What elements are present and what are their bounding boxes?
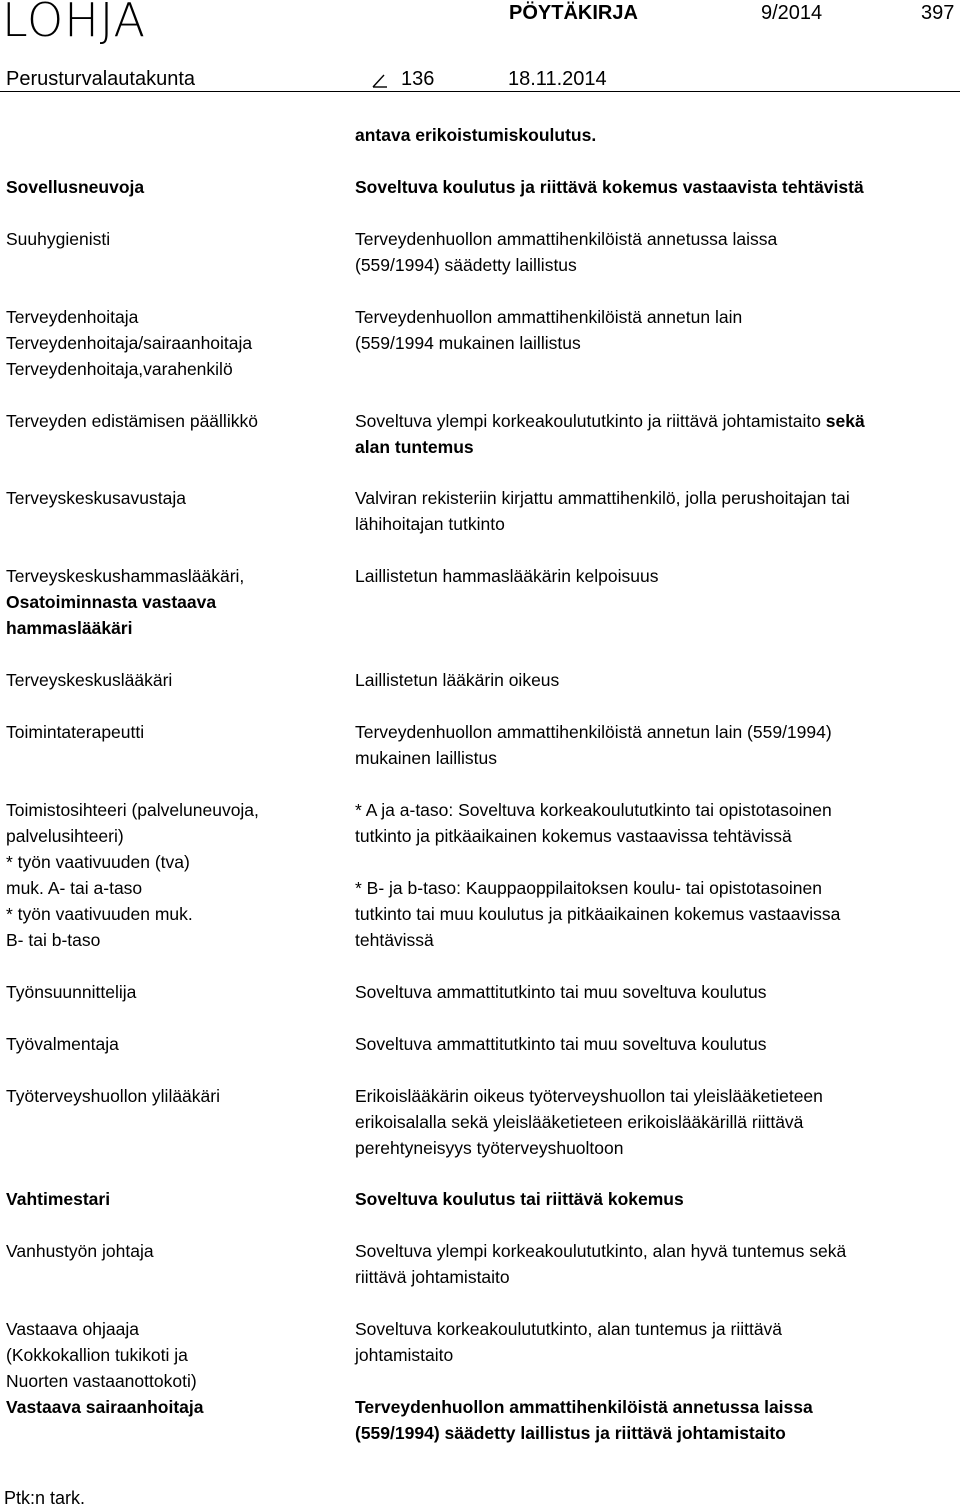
job-title-cell — [6, 1316, 336, 1420]
qualification-cell — [355, 408, 955, 460]
qualification-line: alan tuntemus — [355, 437, 474, 457]
qualification-line: Terveydenhuollon ammattihenkilöistä annetun lain — [355, 307, 743, 327]
job-title-cell — [6, 304, 336, 382]
job-title-line: Suuhygienisti — [6, 229, 111, 249]
document-type: PÖYTÄKIRJA — [509, 2, 638, 24]
job-title-cell — [6, 1083, 336, 1109]
job-title-line: hammaslääkäri — [6, 618, 133, 638]
section-number: 136 — [401, 68, 435, 90]
continuation-text: antava erikoistumiskoulutus. — [355, 125, 597, 145]
job-title-cell — [6, 174, 336, 200]
job-title-cell — [6, 797, 336, 953]
qualification-line: Soveltuva ammattitutkinto tai muu soveltuva koulutus — [355, 1034, 767, 1054]
job-title-line: * työn vaativuuden muk. — [6, 904, 193, 924]
text-segment: Soveltuva ylempi korkeakoulututkinto ja riittävä johtamistaito — [355, 411, 826, 431]
qualification-line: Soveltuva koulutus tai riittävä kokemus — [355, 1189, 684, 1209]
qualification-line: lähihoitajan tutkinto — [355, 514, 505, 534]
page-number: 397 — [921, 2, 955, 24]
job-title-cell — [6, 1031, 336, 1057]
qualification-line: tehtävissä — [355, 930, 434, 950]
job-title-line: Terveydenhoitaja — [6, 307, 139, 327]
qualification-cell — [355, 1186, 955, 1212]
qualification-cell — [355, 1238, 955, 1290]
qualification-line: johtamistaito — [355, 1345, 454, 1365]
qualification-cell — [355, 719, 955, 771]
job-title-cell — [6, 408, 336, 434]
qualification-cell — [355, 226, 955, 278]
job-title-line: (Kokkokallion tukikoti ja — [6, 1345, 188, 1365]
qualification-cell — [355, 1083, 955, 1161]
qualification-cell — [355, 1316, 955, 1446]
job-title-cell — [6, 226, 336, 252]
job-title-line: palvelusihteeri) — [6, 826, 124, 846]
job-title-line: * työn vaativuuden (tva) — [6, 852, 190, 872]
job-title-cell — [6, 563, 336, 641]
job-title-line: Vastaava ohjaaja — [6, 1319, 139, 1339]
lohja-logo: LOHJA — [2, 0, 147, 47]
job-title-line: Toimistosihteeri (palveluneuvoja, — [6, 800, 259, 820]
qualification-line — [355, 408, 955, 434]
job-title-line: Työnsuunnittelija — [6, 982, 137, 1002]
qualification-line: riittävä johtamistaito — [355, 1267, 510, 1287]
qualification-cell — [355, 797, 955, 953]
job-title-line: Sovellusneuvoja — [6, 177, 145, 197]
job-title-line: B- tai b-taso — [6, 930, 101, 950]
qualification-line: erikoisalalla sekä yleislääketieteen erikoislääkärillä riittävä — [355, 1112, 804, 1132]
job-title-line: Vanhustyön johtaja — [6, 1241, 154, 1261]
qualification-line: Soveltuva koulutus ja riittävä kokemus vastaavista tehtävistä — [355, 177, 864, 197]
qualification-line: tutkinto ja pitkäaikainen kokemus vastaavissa tehtävissä — [355, 826, 792, 846]
job-title-line: Terveyskeskushammaslääkäri, — [6, 566, 245, 586]
job-title-line: Terveyden edistämisen päällikkö — [6, 411, 258, 431]
qualification-cell — [355, 979, 955, 1005]
job-title-cell — [6, 667, 336, 693]
qualification-line: Erikoislääkärin oikeus työterveyshuollon tai yleislääketieteen — [355, 1086, 823, 1106]
header-divider — [0, 91, 960, 92]
job-title-line: Terveyskeskusavustaja — [6, 488, 186, 508]
qualification-line: * A ja a-taso: Soveltuva korkeakoulututkinto tai opistotasoinen — [355, 800, 832, 820]
job-title-cell — [6, 979, 336, 1005]
qualification-line: Soveltuva korkeakoulututkinto, alan tuntemus ja riittävä — [355, 1319, 783, 1339]
qualification-line: Soveltuva ylempi korkeakoulututkinto, alan hyvä tuntemus sekä — [355, 1241, 847, 1261]
minutes-checker-note: Ptk:n tark. — [4, 1488, 86, 1508]
qualification-line: Terveydenhuollon ammattihenkilöistä annetussa laissa — [355, 1397, 813, 1417]
qualification-line: (559/1994) säädetty laillistus — [355, 255, 577, 275]
qualification-line: Laillistetun hammaslääkärin kelpoisuus — [355, 566, 659, 586]
qualification-line: Soveltuva ammattitutkinto tai muu soveltuva koulutus — [355, 982, 767, 1002]
qualification-line: mukainen laillistus — [355, 748, 498, 768]
qualification-line: tutkinto tai muu koulutus ja pitkäaikainen kokemus vastaavissa — [355, 904, 841, 924]
qualification-line: (559/1994) säädetty laillistus ja riittävä johtamistaito — [355, 1423, 786, 1443]
page-header — [0, 0, 960, 95]
qualification-cell — [355, 1031, 955, 1057]
job-title-line: Työvalmentaja — [6, 1034, 119, 1054]
qualification-line: perehtyneisyys työterveyshuoltoon — [355, 1138, 624, 1158]
qualification-line: Valviran rekisteriin kirjattu ammattihenkilö, jolla perushoitajan tai — [355, 488, 850, 508]
qualification-line: Terveydenhuollon ammattihenkilöistä annetun lain (559/1994) — [355, 722, 832, 742]
job-title-line: Nuorten vastaanottokoti) — [6, 1371, 197, 1391]
job-title-cell — [6, 1186, 336, 1212]
qualification-cell — [355, 174, 955, 200]
qualification-line: Laillistetun lääkärin oikeus — [355, 670, 560, 690]
job-title-line: Vahtimestari — [6, 1189, 111, 1209]
section-sign-icon — [369, 67, 389, 91]
organization-name: Perusturvalautakunta — [6, 68, 196, 90]
qualification-line: Terveydenhuollon ammattihenkilöistä annetussa laissa — [355, 229, 778, 249]
job-title-cell — [6, 1238, 336, 1264]
qualification-line — [355, 849, 955, 875]
job-title-line: Terveydenhoitaja/sairaanhoitaja — [6, 333, 253, 353]
job-title-cell — [6, 485, 336, 511]
job-title-line: Työterveyshuollon ylilääkäri — [6, 1086, 220, 1106]
qualification-cell — [355, 563, 955, 589]
qualification-cell — [355, 304, 955, 356]
qualification-line — [355, 1368, 955, 1394]
job-title-line: Toimintaterapeutti — [6, 722, 145, 742]
job-title-line: Terveyskeskuslääkäri — [6, 670, 173, 690]
job-title-line: Vastaava sairaanhoitaja — [6, 1397, 204, 1417]
job-title-line: Osatoiminnasta vastaava — [6, 592, 217, 612]
meeting-date: 18.11.2014 — [508, 68, 607, 90]
document-number: 9/2014 — [761, 2, 823, 24]
qualification-line: * B- ja b-taso: Kauppaoppilaitoksen koulu- tai opistotasoinen — [355, 878, 822, 898]
job-title-cell — [6, 719, 336, 745]
qualification-line: (559/1994 mukainen laillistus — [355, 333, 581, 353]
qualification-cell — [355, 667, 955, 693]
qualification-cell — [355, 485, 955, 537]
job-title-line: Terveydenhoitaja,varahenkilö — [6, 359, 233, 379]
text-segment: sekä — [825, 411, 865, 431]
job-title-line: muk. A- tai a-taso — [6, 878, 143, 898]
